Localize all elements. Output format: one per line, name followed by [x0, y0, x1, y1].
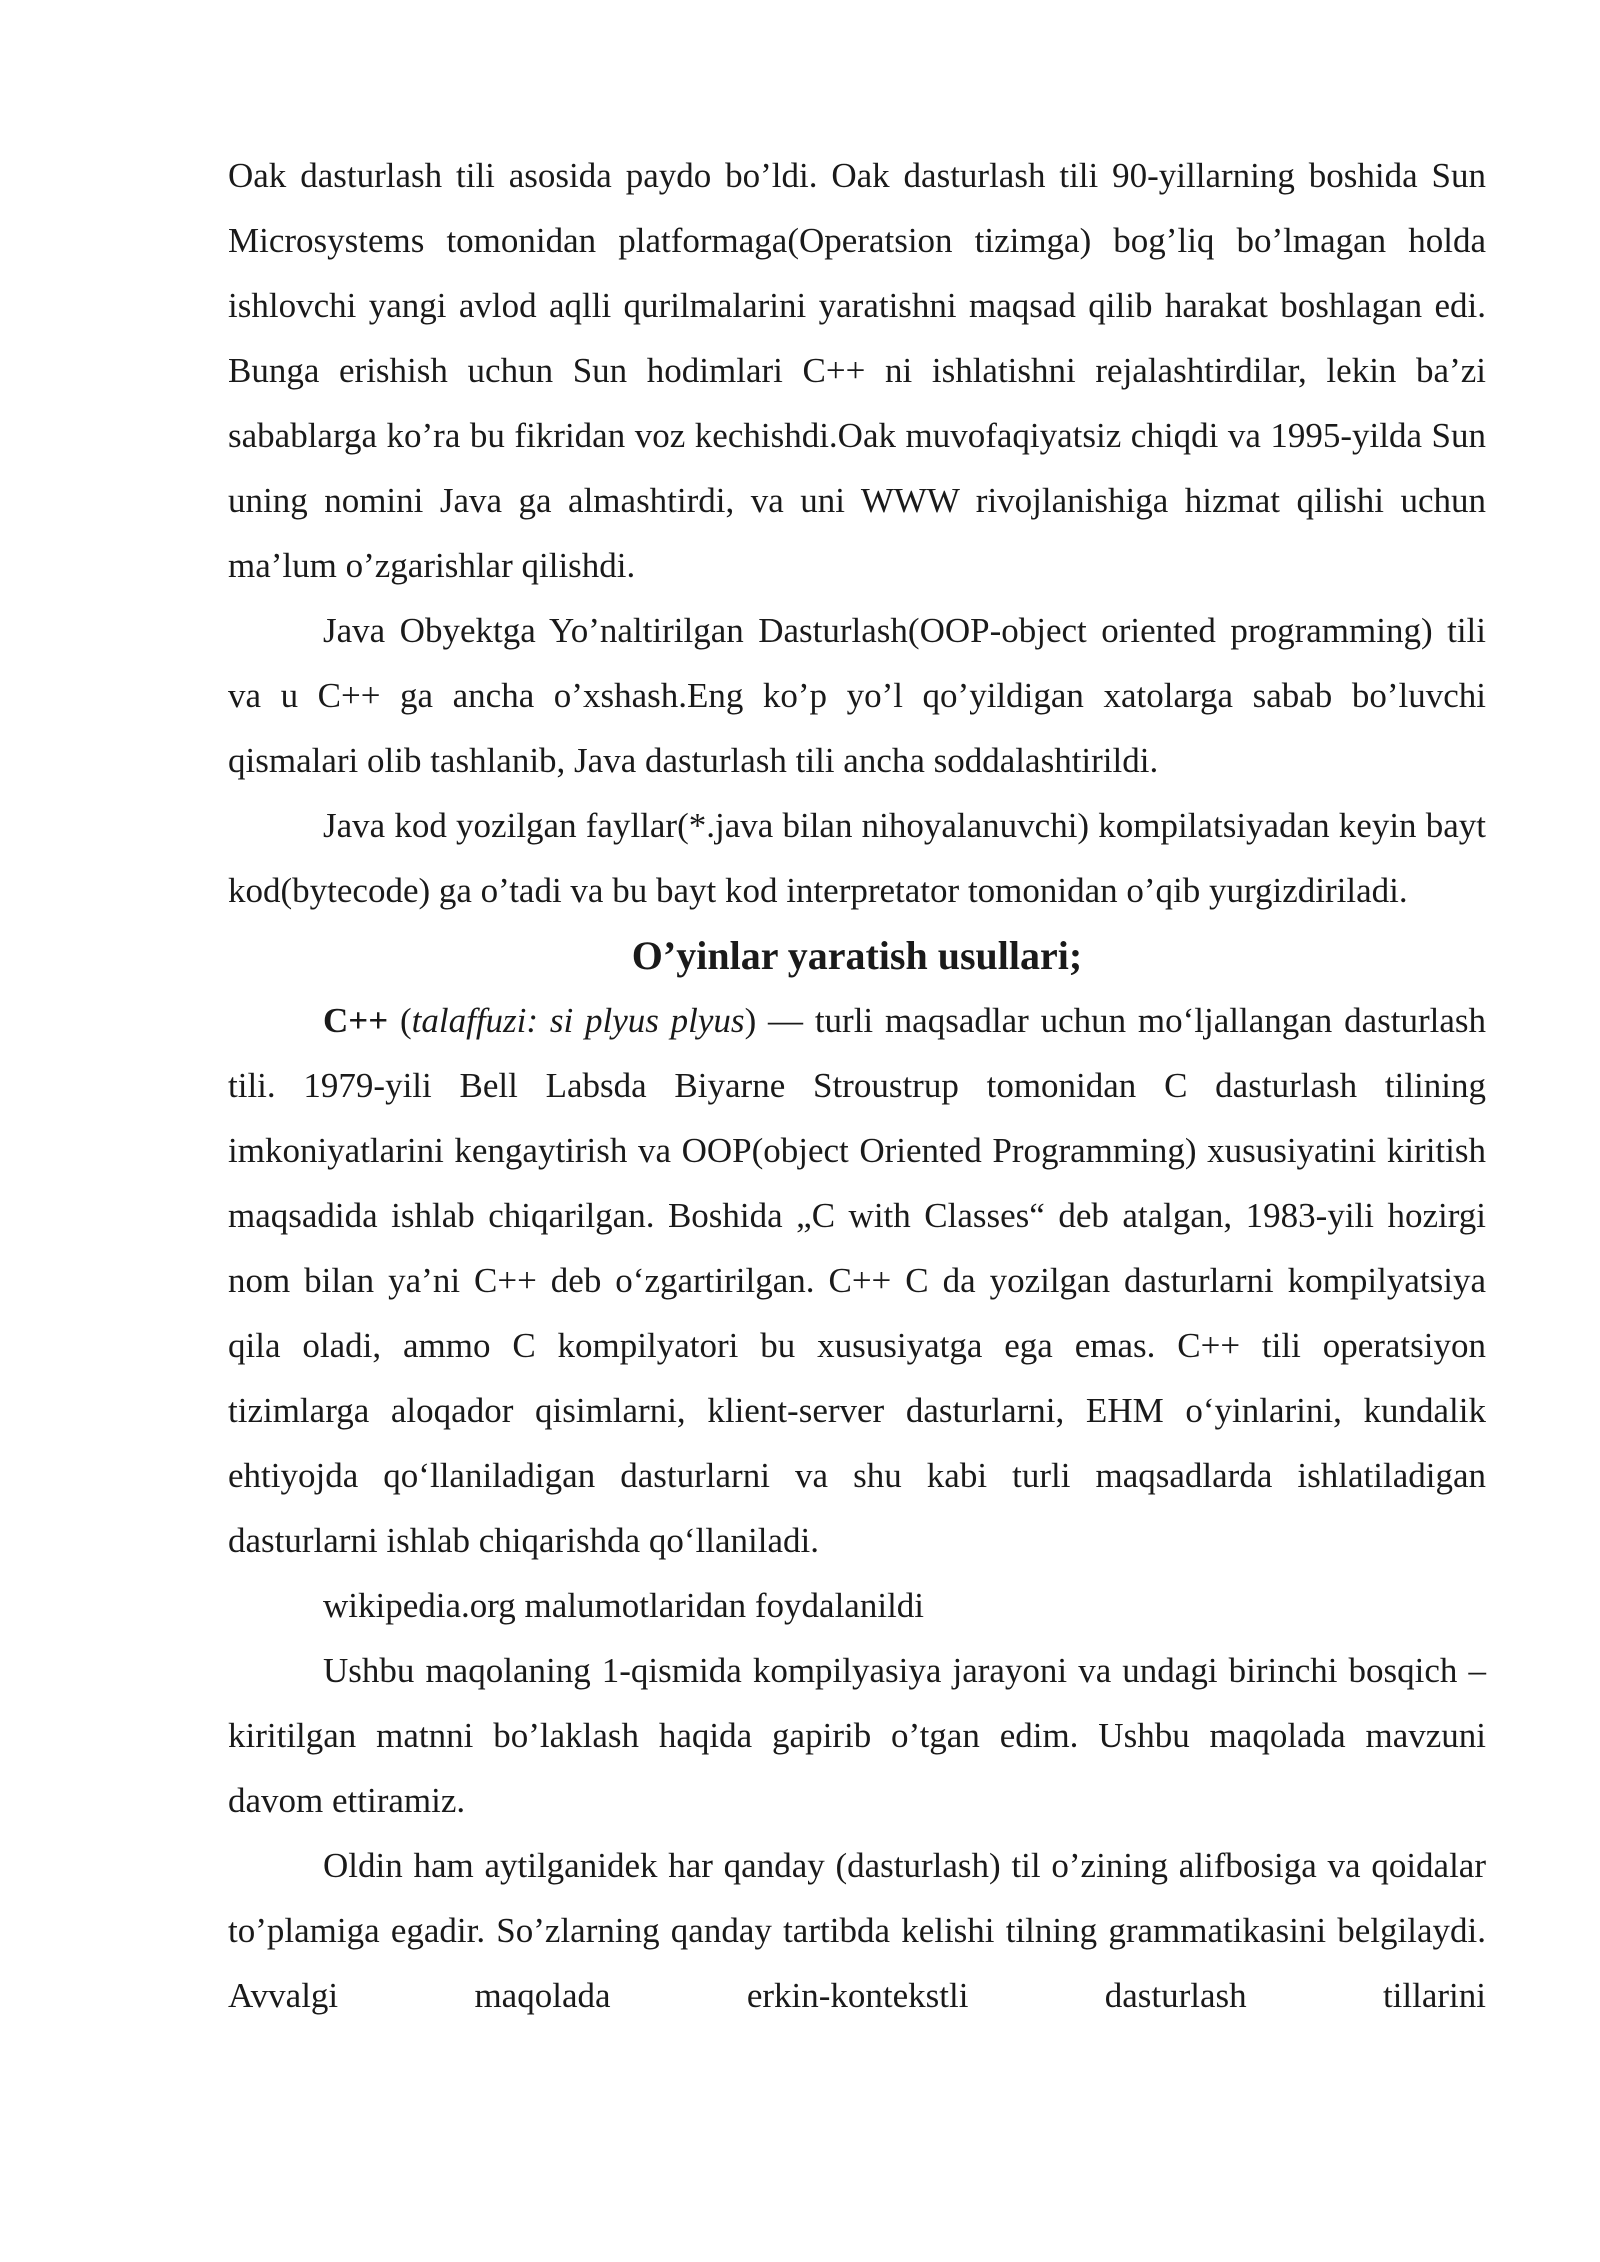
paragraph-oak-history: Oak dasturlash tili asosida paydo bo’ldi. Oak dasturlash tili 90-yillarning boshida Sun Microsystems tomonidan platformaga(Operatsion tizimga) bog’liq bo’lmagan holda ishlovchi yangi avlod aqlli qurilmalarini yaratishni maqsad qilib harakat boshlagan edi. Bunga erishish uchun Sun hodimlari C++ ni ishlatishni rejalashtirdilar, lekin ba’zi sabablarga ko’ra bu fikridan voz kechishdi.Oak muvofaqiyatsiz chiqdi va 1995-yilda Sun uning nomini Java ga almashtirdi, va uni WWW rivojlanishiga hizmat qilishi uchun ma’lum o’zgarishlar qilishdi.	[228, 156, 1486, 585]
paragraph-java-bytecode: Java kod yozilgan fayllar(*.java bilan nihoyalanuvchi) kompilatsiyadan keyin bayt kod(bytecode) ga o’tadi va bu bayt kod interpretator tomonidan o’qib yurgizdiriladi.	[228, 806, 1486, 910]
cpp-pronunciation: talaffuzi: si plyus plyus	[411, 1001, 745, 1040]
open-paren: (	[388, 1001, 412, 1040]
paragraph-grammar: Oldin ham aytilganidek har qanday (dasturlash) til o’zining alifbosiga va qoidalar to’plamiga egadir. So’zlarning qanday tartibda kelishi tilning grammatikasini belgilaydi. Avvalgi maqolada erkin-kontekstli dasturlash tillarini	[228, 1846, 1486, 2015]
cpp-description: ) — turli maqsadlar uchun moʻljallangan dasturlash tili. 1979-yili Bell Labsda Biyarne Stroustrup tomonidan C dasturlash tilining imkoniyatlarini kengaytirish va OOP(object Oriented Programming) xususiyatini kiritish maqsadida ishlab chiqarilgan. Boshida „C with Classes“ deb atalgan, 1983-yili hozirgi nom bilan ya’ni C++ deb oʻzgartirilgan. C++ C da yozilgan dasturlarni kompilyatsiya qila oladi, ammo C kompilyatori bu xususiyatga ega emas. C++ tili operatsiyon tizimlarga aloqador qisimlarni, klient-server dasturlarni, EHM oʻyinlarini, kundalik ehtiyojda qoʻllaniladigan dasturlarni va shu kabi turli maqsadlarda ishlatiladigan dasturlarni ishlab chiqarishda qoʻllaniladi.	[228, 1001, 1487, 1560]
paragraph-cpp-definition	[228, 988, 1486, 1573]
section-heading: O’yinlar yaratish usullari;	[631, 933, 1083, 978]
document-page	[228, 143, 1486, 2028]
paragraph-article-intro: Ushbu maqolaning 1-qismida kompilyasiya jarayoni va undagi birinchi bosqich – kiritilgan matnni bo’laklash haqida gapirib o’tgan edim. Ushbu maqolada mavzuni davom ettiramiz.	[228, 1651, 1486, 1820]
paragraph-source-note: wikipedia.org malumotlaridan foydalanildi	[323, 1586, 925, 1625]
paragraph-java-oop: Java Obyektga Yo’naltirilgan Dasturlash(OOP-object oriented programming) tili va u C++ ga ancha o’xshash.Eng ko’p yo’l qo’yildigan xatolarga sabab bo’luvchi qismalari olib tashlanib, Java dasturlash tili ancha soddalashtirildi.	[228, 611, 1486, 780]
cpp-term: C++	[323, 1001, 389, 1040]
